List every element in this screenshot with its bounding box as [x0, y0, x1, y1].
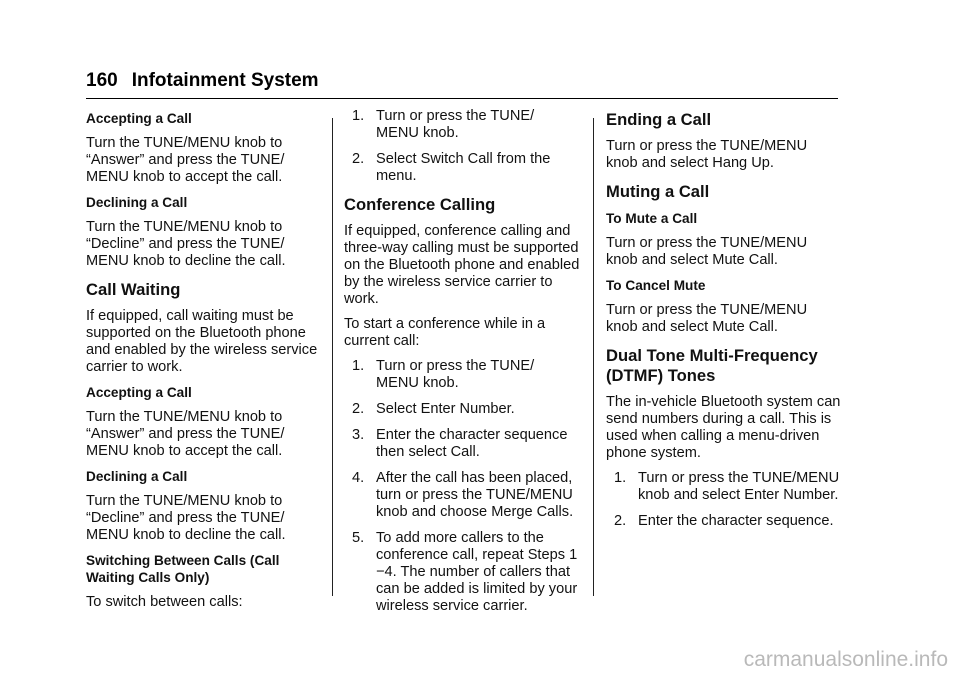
subheading: Accepting a Call — [86, 111, 192, 126]
list-item — [344, 530, 580, 615]
list-item — [344, 108, 580, 142]
list-item — [344, 401, 580, 418]
section-heading: Dual Tone Multi-Frequency (DTMF) Tones — [606, 346, 818, 385]
step-number: 2. — [614, 513, 627, 529]
column-2 — [344, 108, 580, 624]
subheading: To Cancel Mute — [606, 278, 706, 293]
column-1 — [86, 108, 322, 619]
step-number: 4. — [352, 470, 365, 486]
list-item — [344, 470, 580, 521]
step-text: Turn or press the TUNE/ MENU knob. — [376, 358, 535, 391]
steps-list — [344, 108, 580, 185]
subheading: Declining a Call — [86, 195, 188, 210]
step-text: Turn or press the TUNE/MENU knob and select Enter Number. — [638, 470, 840, 503]
page-header — [86, 70, 319, 92]
paragraph: Turn or press the TUNE/MENU knob and select Mute Call. — [606, 302, 808, 335]
column-divider — [593, 118, 594, 596]
page-number: 160 — [86, 70, 118, 91]
step-text: Select Enter Number. — [376, 401, 515, 417]
list-item — [606, 470, 842, 504]
step-number: 1. — [614, 470, 627, 486]
list-item — [344, 427, 580, 461]
step-text: Enter the character sequence then select Call. — [376, 427, 568, 460]
step-number: 1. — [352, 108, 365, 124]
step-number: 1. — [352, 358, 365, 374]
subheading: Accepting a Call — [86, 385, 192, 400]
step-text: To add more callers to the conference call, repeat Steps 1 −4. The number of callers that can be added is limited by your wireless service carrier. — [376, 530, 578, 614]
paragraph: If equipped, call waiting must be supported on the Bluetooth phone and enabled by the wireless service carrier to work. — [86, 308, 318, 375]
steps-list — [344, 358, 580, 615]
paragraph: If equipped, conference calling and three-way calling must be supported on the Bluetooth phone and enabled by the wireless service carrier to work. — [344, 223, 580, 307]
paragraph: To switch between calls: — [86, 594, 243, 610]
list-item — [344, 358, 580, 392]
step-number: 3. — [352, 427, 365, 443]
step-number: 5. — [352, 530, 365, 546]
header-rule — [86, 98, 838, 99]
section-heading: Conference Calling — [344, 195, 496, 214]
step-number: 2. — [352, 151, 365, 167]
page-title: Infotainment System — [131, 70, 319, 91]
subheading: Switching Between Calls (Call Waiting Calls Only) — [86, 553, 280, 585]
paragraph: Turn the TUNE/MENU knob to “Decline” and press the TUNE/ MENU knob to decline the call. — [86, 493, 286, 543]
step-number: 2. — [352, 401, 365, 417]
step-text: After the call has been placed, turn or press the TUNE/MENU knob and choose Merge Calls. — [376, 470, 574, 520]
paragraph: Turn the TUNE/MENU knob to “Answer” and press the TUNE/ MENU knob to accept the call. — [86, 135, 285, 185]
paragraph: Turn the TUNE/MENU knob to “Decline” and press the TUNE/ MENU knob to decline the call. — [86, 219, 286, 269]
step-text: Select Switch Call from the menu. — [376, 151, 551, 184]
column-divider — [332, 118, 333, 596]
paragraph: The in-vehicle Bluetooth system can send numbers during a call. This is used when calling a menu-driven phone system. — [606, 394, 841, 461]
column-3 — [606, 108, 842, 539]
watermark: carmanualsonline.info — [743, 648, 948, 671]
section-heading: Ending a Call — [606, 110, 712, 129]
step-text: Turn or press the TUNE/ MENU knob. — [376, 108, 535, 141]
subheading: To Mute a Call — [606, 211, 698, 226]
paragraph: Turn or press the TUNE/MENU knob and select Hang Up. — [606, 138, 808, 171]
list-item — [606, 513, 842, 530]
paragraph: Turn the TUNE/MENU knob to “Answer” and press the TUNE/ MENU knob to accept the call. — [86, 409, 285, 459]
list-item — [344, 151, 580, 185]
section-heading: Muting a Call — [606, 182, 710, 201]
section-heading: Call Waiting — [86, 280, 181, 299]
step-text: Enter the character sequence. — [638, 513, 834, 529]
steps-list — [606, 470, 842, 530]
paragraph: Turn or press the TUNE/MENU knob and select Mute Call. — [606, 235, 808, 268]
subheading: Declining a Call — [86, 469, 188, 484]
paragraph: To start a conference while in a current call: — [344, 316, 546, 349]
